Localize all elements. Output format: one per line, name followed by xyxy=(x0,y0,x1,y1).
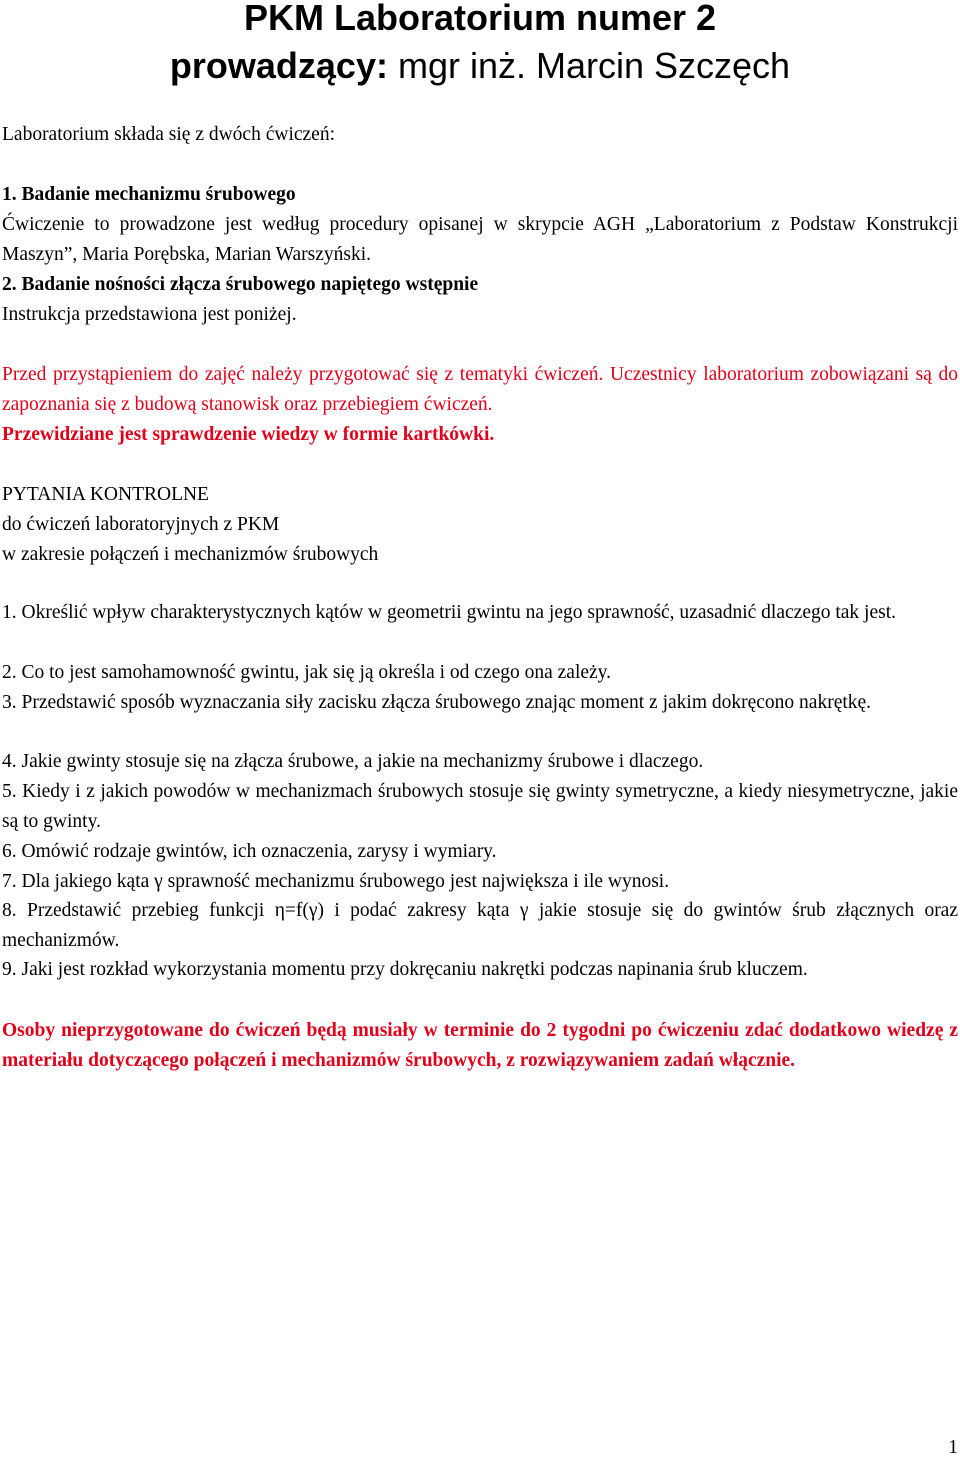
page-number: 1 xyxy=(948,1437,958,1458)
exercise-1-heading: 1. Badanie mechanizmu śrubowego xyxy=(2,184,296,205)
exercise-1-description: Ćwiczenie to prowadzone jest według procedury opisanej w skrypcie AGH „Laboratorium z Podstaw Konstrukcji Maszyn”, Maria Porębska, Marian Warszyński. xyxy=(2,214,958,265)
question-1: 1. Określić wpływ charakterystycznych kątów w geometrii gwintu na jego sprawność, uzasadnić dlaczego tak jest. xyxy=(2,602,897,623)
title-line-1: PKM Laboratorium numer 2 xyxy=(243,0,717,38)
question-3: 3. Przedstawić sposób wyznaczania siły zacisku złącza śrubowego znając moment z jakim dokręcono nakrętkę. xyxy=(2,692,872,713)
preparation-notice: Przed przystąpieniem do zajęć należy przygotować się z tematyki ćwiczeń. Uczestnicy laboratorium zobowiązani są do zapoznania się z budową stanowisk oraz przebiegiem ćwiczeń. xyxy=(2,364,958,415)
warning-text: Osoby nieprzygotowane do ćwiczeń będą musiały w terminie do 2 tygodni po ćwiczeniu zdać dodatkowo wiedzę z materiału dotyczącego połączeń i mechanizmów śrubowych, z rozwiązywaniem zadań włącznie. xyxy=(2,1020,958,1071)
question-9: 9. Jaki jest rozkład wykorzystania momentu przy dokręcaniu nakrętki podczas napinania śrub kluczem. xyxy=(2,959,808,980)
intro-text: Laboratorium składa się z dwóch ćwiczeń: xyxy=(2,124,335,145)
question-4: 4. Jakie gwinty stosuje się na złącza śrubowe, a jakie na mechanizmy śrubowe i dlaczego. xyxy=(2,751,704,772)
question-8: 8. Przedstawić przebieg funkcji η=f(γ) i podać zakresy kąta γ jakie stosuje się do gwintów śrub złącznych oraz mechanizmów. xyxy=(2,900,958,951)
document-subtitle xyxy=(0,44,960,88)
instructor-name: mgr inż. Marcin Szczęch xyxy=(387,45,791,86)
question-7: 7. Dla jakiego kąta γ sprawność mechanizmu śrubowego jest największa i ile wynosi. xyxy=(2,871,670,892)
instructor-label: prowadzący: xyxy=(169,45,388,86)
exercise-2-heading: 2. Badanie nośności złącza śrubowego napiętego wstępnie xyxy=(2,274,479,295)
questions-title: PYTANIA KONTROLNE xyxy=(2,484,209,505)
exercise-2-description: Instrukcja przedstawiona jest poniżej. xyxy=(2,304,297,325)
question-6: 6. Omówić rodzaje gwintów, ich oznaczenia, zarysy i wymiary. xyxy=(2,841,497,862)
question-2: 2. Co to jest samohamowność gwintu, jak się ją określa i od czego ona zależy. xyxy=(2,662,612,683)
quiz-notice: Przewidziane jest sprawdzenie wiedzy w formie kartkówki. xyxy=(2,424,495,445)
document-title xyxy=(0,0,960,40)
question-5: 5. Kiedy i z jakich powodów w mechanizmach śrubowych stosuje się gwinty symetryczne, a kiedy niesymetryczne, jakie są to gwinty. xyxy=(2,781,958,832)
questions-subtitle-2: w zakresie połączeń i mechanizmów śrubowych xyxy=(2,544,379,565)
questions-subtitle-1: do ćwiczeń laboratoryjnych z PKM xyxy=(2,514,280,535)
